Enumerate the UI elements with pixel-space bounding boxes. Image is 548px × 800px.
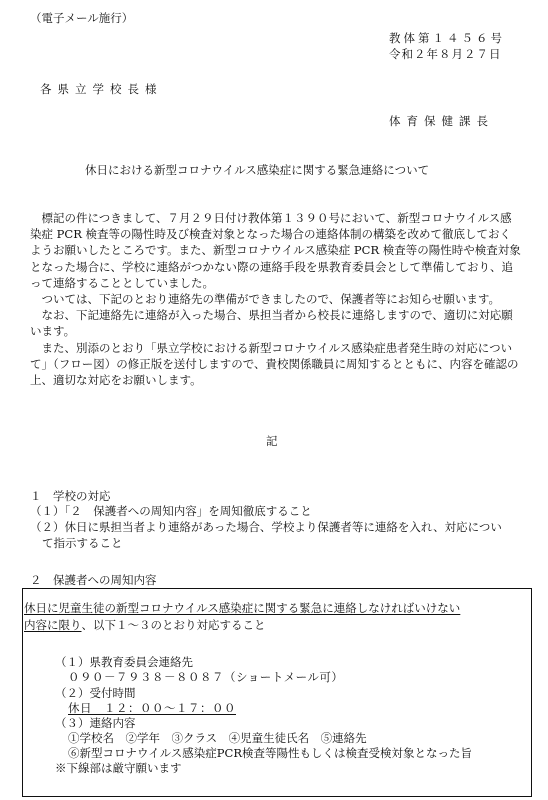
- section1-item1: （１）「２ 保護者への周知内容」を周知徹底すること: [30, 504, 312, 518]
- sender: 体育保健課長: [389, 114, 494, 128]
- notice-intro-underlined-2: 内容に限り: [24, 618, 82, 632]
- section2-heading: ２ 保護者への周知内容: [30, 573, 157, 587]
- paragraph-4: また、別添のとおり「県立学校における新型コロナウイルス感染症患者発生時の対応について」（フロー図）の修正版を送付しますので、貴校関係職員に周知するとともに、内容を確認の上、適切な対応をお願いします。: [30, 340, 519, 388]
- notice-intro-underlined-1: 休日に児童生徒の新型コロナウイルス感染症に関する緊急に連絡しなければいけない: [24, 601, 461, 615]
- content-line2: ⑥新型コロナウイルス感染症PCR検査等陽性もしくは検査受検対象となった旨: [68, 746, 473, 760]
- contact-phone: ０９０－７９３８－８０８７（ショートメール可）: [68, 670, 344, 684]
- document-date: 令和２年８月２７日: [389, 47, 502, 61]
- paragraph-2: ついては、下記のとおり連絡先の準備ができましたので、保護者等にお知らせ願います。: [41, 292, 501, 307]
- section1-item2: [30, 519, 526, 551]
- document-title: 休日における新型コロナウイルス感染症に関する緊急連絡について: [85, 163, 430, 177]
- content-line1: ①学校名 ②学年 ③クラス ④児童生徒氏名 ⑤連絡先: [68, 731, 367, 745]
- paragraph-1: 標記の件につきまして、７月２９日付け教体第１３９０号において、新型コロナウイルス感染症 PCR 検査等の陽性時及び検査対象となった場合の連絡体制の構築を改めて徹底しておくようお願いしたところです。また、新型コロナウイルス感染症 PCR 検査等の陽性時や検査対象となった場合に、学校に連絡がつかない際の連絡手段を県教育委員会として準備しており、追って連絡することとしていました。: [30, 211, 521, 290]
- underline-note: ※下線部は厳守願います: [55, 761, 182, 775]
- section1-item2-line2: て指示すること: [42, 536, 123, 550]
- addressee: 各県立学校長様: [40, 82, 163, 96]
- notice-intro-rest: 、以下１～３のとおり対応すること: [81, 618, 266, 632]
- hours-value: 休日 １２：００～１７：００: [68, 701, 236, 715]
- document-number: 教体第１４５６号: [389, 31, 505, 45]
- document-tag: （電子メール施行）: [30, 11, 134, 25]
- contact-label: （１）県教育委員会連絡先: [55, 655, 193, 669]
- paragraph-3: なお、下記連絡先に連絡が入った場合、県担当者から校長に連絡しますので、適切に対応願います。: [30, 308, 513, 339]
- section1-item2-line1: （２）休日に県担当者より連絡があった場合、学校より保護者等に連絡を入れ、対応につい: [30, 520, 502, 534]
- ki-marker: 記: [266, 434, 278, 448]
- section1-heading: １ 学校の対応: [30, 489, 111, 503]
- notice-intro: [24, 600, 504, 634]
- body-text: [30, 210, 522, 388]
- content-label: （３）連絡内容: [55, 716, 136, 730]
- hours-label: （２）受付時間: [55, 686, 136, 700]
